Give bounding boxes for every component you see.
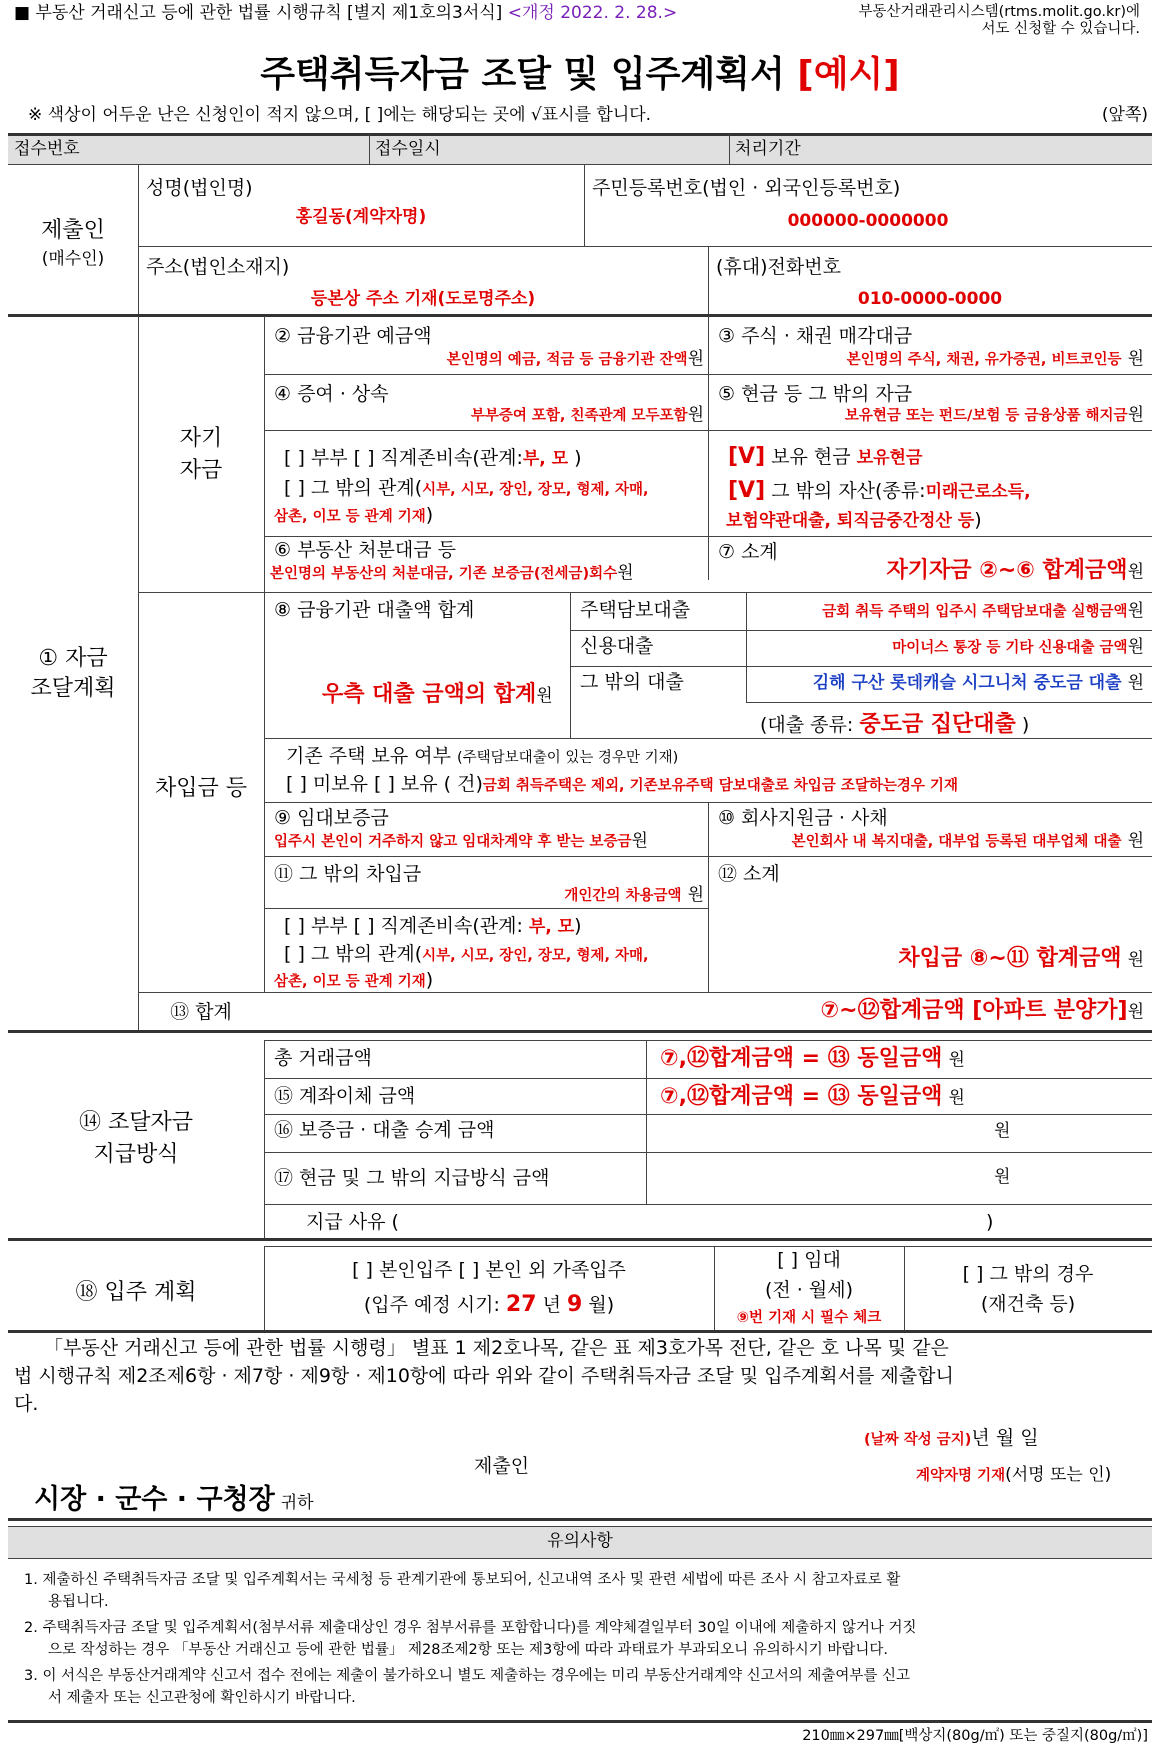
own-cash-checkbox[interactable]: [V] 보유 현금 보유현금 <box>728 444 923 469</box>
other-loan-note: 김해 구산 롯데캐슬 시그니처 중도금 대출 원 <box>812 673 1144 693</box>
front-side-label: (앞쪽) <box>1101 105 1148 125</box>
name-value: 홍길동(계약자명) <box>295 207 427 227</box>
realestate-note: 본인명의 부동산의 처분대금, 기존 보증금(전세금)회수원 <box>270 563 634 583</box>
note-3b: 서 제출자 또는 신고관청에 확인하시기 바랍니다. <box>48 1690 356 1706</box>
loan-total-label: ⑧ 금융기관 대출액 합계 <box>274 599 475 621</box>
lease-deposit-label: ⑨ 임대보증금 <box>274 807 389 829</box>
lease-type: (전 · 월세) <box>764 1279 853 1301</box>
payment-method-label-1: ⑭ 조달자금 <box>78 1110 193 1135</box>
borrow-relation-note: 삼촌, 이모 등 관계 기재) <box>274 969 434 991</box>
cash-label: ⑤ 현금 등 그 밖의 자금 <box>718 383 913 405</box>
total-note: ⑦~⑫합계금액 [아파트 분양가]원 <box>820 998 1144 1023</box>
company-loan-label: ⑩ 회사지원금 · 사채 <box>718 807 888 829</box>
example-badge: [예시] <box>797 54 900 95</box>
total-transaction-label: 총 거래금액 <box>274 1047 372 1069</box>
borrowing-label: 차입금 등 <box>154 776 247 801</box>
processing-period-label: 처리기간 <box>735 139 801 159</box>
loan-type: (대출 종류: 중도금 집단대출 ) <box>760 712 1030 737</box>
company-loan-note: 본인회사 내 복지대출, 대부업 등록된 대부업체 대출 원 <box>791 831 1144 851</box>
mortgage-label: 주택담보대출 <box>580 599 691 621</box>
color-notice: ※ 색상이 어두운 난은 신청인이 적지 않으며, [ ]에는 해당되는 곳에 √표시를 합니다. <box>28 105 652 125</box>
statement-line-1: 「부동산 거래신고 등에 관한 법률 시행령」 별표 1 제2호나목, 같은 표 제3호가목 전단, 같은 호 나목 및 같은 <box>44 1337 949 1359</box>
funding-plan-label-2: 조달계획 <box>30 676 116 701</box>
loan-type-value: 중도금 집단대출 <box>859 712 1016 737</box>
stock-label: ③ 주식 · 채권 매각대금 <box>718 325 913 347</box>
note-2b: 으로 작성하는 경우 「부동산 거래신고 등에 관한 법률」 제28조제2항 또는 제3항에 따라 과태료가 부과되오니 유의하시기 바랍니다. <box>48 1642 888 1658</box>
realestate-label: ⑥ 부동산 처분대금 등 <box>274 539 456 561</box>
subtotal-own-label: ⑦ 소계 <box>718 541 778 563</box>
cash-payment-label: ⑰ 현금 및 그 밖의 지급방식 금액 <box>274 1167 550 1189</box>
payment-method-label-2: 지급방식 <box>93 1142 179 1167</box>
relation-other-note: 삼촌, 이모 등 관계 기재) <box>274 504 434 526</box>
note-1b: 용됩니다. <box>48 1594 109 1610</box>
signature-field[interactable]: 계약자명 기재(서명 또는 인) <box>916 1465 1112 1485</box>
transfer-note: ⑦,⑫합계금액 = ⑬ 동일금액 원 <box>660 1084 965 1109</box>
submission-date: (날짜 작성 금지)년 월 일 <box>864 1427 1039 1449</box>
page-title: 주택취득자금 조달 및 입주계획서 [예시] <box>260 54 900 95</box>
subtotal-borrow-note: 차입금 ⑧~⑪ 합계금액 원 <box>898 946 1144 971</box>
gift-note: 부부증여 포함, 친족관계 모두포함원 <box>470 405 704 425</box>
relation-checkbox-other[interactable]: [ ] 그 밖의 관계(시부, 시모, 장인, 장모, 형제, 자매, <box>284 477 649 499</box>
move-in-self-checkbox[interactable]: [ ] 본인입주 [ ] 본인 외 가족입주 <box>352 1259 626 1281</box>
other-borrow-note: 개인간의 차용금액 원 <box>564 885 704 905</box>
recipient: 시장 · 군수 · 구청장 귀하 <box>34 1484 314 1515</box>
move-in-plan-label: ⑱ 입주 계획 <box>75 1280 197 1305</box>
note-2a: 2. 주택취득자금 조달 및 입주계획서(첨부서류 제출대상인 경우 첨부서류를 포함합니다)를 계약체결일부터 30일 이내에 제출하지 않거나 거짓 <box>24 1620 917 1636</box>
statement-line-3: 다. <box>14 1393 39 1415</box>
rrn-value: 000000-0000000 <box>787 211 949 231</box>
borrow-relation-other[interactable]: [ ] 그 밖의 관계(시부, 시모, 장인, 장모, 형제, 자매, <box>284 943 649 965</box>
move-in-time: (입주 예정 시기: 27 년 9 월) <box>363 1292 615 1317</box>
other-case-checkbox[interactable]: [ ] 그 밖의 경우 <box>962 1263 1094 1285</box>
loan-succession-label: ⑯ 보증금 · 대출 승계 금액 <box>274 1119 495 1141</box>
gift-label: ④ 증여 · 상속 <box>274 383 389 405</box>
funding-plan-label-1: ① 자금 <box>38 646 108 671</box>
address-label: 주소(법인소재지) <box>146 256 290 278</box>
note-1a: 1. 제출하신 주택취득자금 조달 및 입주계획서는 국세청 등 관계기관에 통보되어, 신고내역 조사 및 관련 세법에 따른 조사 시 참고자료로 활 <box>24 1572 901 1588</box>
notes-title: 유의사항 <box>547 1531 613 1551</box>
receipt-number-label: 접수번호 <box>14 139 80 159</box>
revision-date: <개정 2022. 2. 28.> <box>507 3 678 23</box>
other-asset-checkbox[interactable]: [V] 그 밖의 자산(종류:미래근로소득, <box>728 478 1031 503</box>
payment-reason-label: 지급 사유 ( <box>306 1211 399 1233</box>
note-3a: 3. 이 서식은 부동산거래계약 신고서 접수 전에는 제출이 불가하오니 별도 제출하는 경우에는 미리 부동산거래계약 신고서의 제출여부를 신고 <box>24 1668 910 1684</box>
mortgage-note: 금회 취득 주택의 입주시 주택담보대출 실행금액원 <box>822 601 1144 621</box>
subtotal-own-note: 자기자금 ②~⑥ 합계금액원 <box>886 558 1144 583</box>
subtotal-borrow-label: ⑫ 소계 <box>718 863 780 885</box>
submitter-sign-label: 제출인 <box>474 1455 530 1477</box>
payment-reason-end: ) <box>986 1211 994 1233</box>
borrow-relation-spouse[interactable]: [ ] 부부 [ ] 직계존비속(관계: 부, 모) <box>284 915 582 937</box>
transfer-label: ⑮ 계좌이체 금액 <box>274 1085 416 1107</box>
address-value: 등본상 주소 기재(도로명주소) <box>310 289 536 309</box>
statement-line-2: 법 시행규칙 제2조제6항 · 제7항 · 제9항 · 제10항에 따라 위와 같이 주택취득자금 조달 및 입주계획서를 제출합니 <box>14 1365 954 1387</box>
name-label: 성명(법인명) <box>146 177 253 199</box>
other-case-sub: (재건축 등) <box>980 1293 1076 1315</box>
receipt-date-label: 접수일시 <box>375 139 441 159</box>
credit-loan-label: 신용대출 <box>580 635 654 657</box>
total-transaction-note: ⑦,⑫합계금액 = ⑬ 동일금액 원 <box>660 1046 965 1071</box>
loan-total-note: 우측 대출 금액의 합계원 <box>322 682 553 707</box>
relation-checkbox-spouse[interactable]: [ ] 부부 [ ] 직계존비속(관계:부, 모 ) <box>284 447 582 469</box>
submitter-sub-label: (매수인) <box>41 249 105 269</box>
total-label: ⑬ 합계 <box>170 1001 232 1023</box>
other-asset-note: 보험약관대출, 퇴직금중간정산 등) <box>726 509 982 531</box>
receipt-bar <box>8 134 1152 164</box>
legal-reference: ■ 부동산 거래신고 등에 관한 법률 시행규칙 [별지 제1호의3서식] <개정 2022. 2. 28.> <box>14 3 678 23</box>
other-loan-label: 그 밖의 대출 <box>580 671 684 693</box>
other-borrow-label: ⑪ 그 밖의 차입금 <box>274 863 422 885</box>
house-own-options[interactable]: [ ] 미보유 [ ] 보유 ( 건)금회 취득주택은 제외, 기존보유주택 담보대출로 차입금 조달하는경우 기재 <box>286 773 958 795</box>
online-notice: 부동산거래관리시스템(rtms.molit.go.kr)에 서도 신청할 수 있습니다. <box>858 4 1140 37</box>
stock-note: 본인명의 주식, 채권, 유가증권, 비트코인등 원 <box>846 349 1144 369</box>
cash-payment-won: 원 <box>994 1167 1011 1187</box>
house-own-label: 기존 주택 보유 여부 (주택담보대출이 있는 경우만 기재) <box>286 745 679 767</box>
own-funds-label-1: 자기 <box>179 426 223 451</box>
lease-deposit-note: 입주시 본인이 거주하지 않고 임대차계약 후 받는 보증금원 <box>274 831 648 851</box>
credit-loan-note: 마이너스 통장 등 기타 신용대출 금액원 <box>892 637 1144 657</box>
paper-spec: 210㎜×297㎜[백상지(80g/㎡) 또는 중질지(80g/㎡)] <box>802 1728 1148 1744</box>
own-funds-label-2: 자금 <box>179 458 223 483</box>
lease-checkbox[interactable]: [ ] 임대 <box>777 1249 841 1271</box>
deposit-note: 본인명의 예금, 적금 등 금융기관 잔액원 <box>446 349 704 369</box>
deposit-label: ② 금융기관 예금액 <box>274 325 432 347</box>
phone-label: (휴대)전화번호 <box>716 256 841 278</box>
rrn-label: 주민등록번호(법인 · 외국인등록번호) <box>592 177 901 199</box>
submitter-label: 제출인 <box>41 218 105 243</box>
cash-note: 보유현금 또는 펀드/보험 등 금융상품 해지금원 <box>844 405 1144 425</box>
phone-value: 010-0000-0000 <box>857 289 1003 309</box>
lease-required-note: ⑨번 기재 시 필수 체크 <box>736 1310 882 1326</box>
loan-succession-won: 원 <box>994 1121 1011 1141</box>
